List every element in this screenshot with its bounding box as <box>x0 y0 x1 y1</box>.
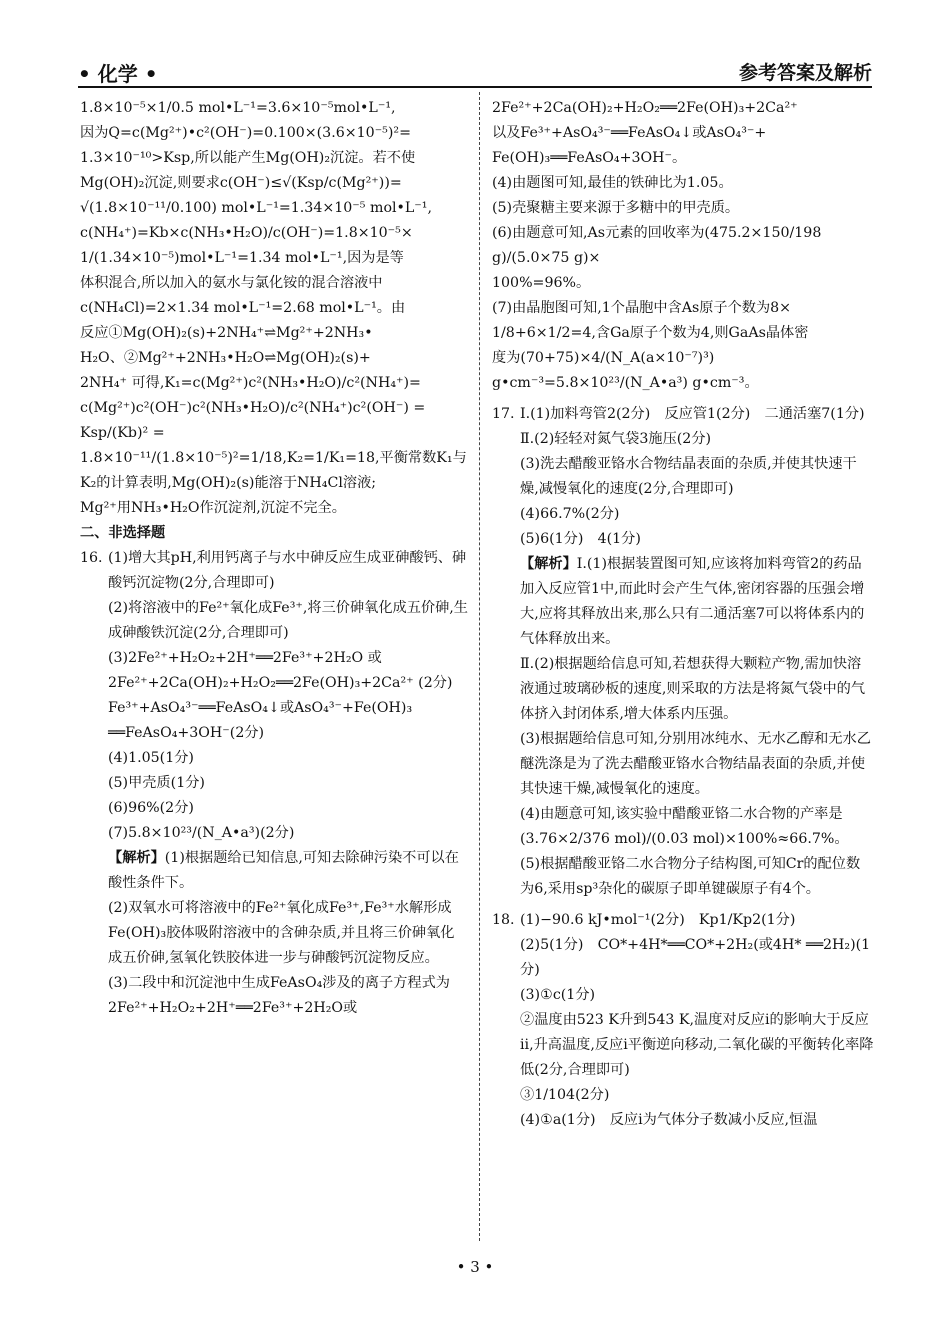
text-line: 1.8×10⁻⁵×1/0.5 mol•L⁻¹=3.6×10⁻⁵mol•L⁻¹, <box>80 100 396 116</box>
text-line: Mg(OH)₂沉淀,则要求c(OH⁻)≤√(Ksp/c(Mg²⁺))= <box>80 175 402 191</box>
answer-line: (2)5(1分) CO*+4H*══CO*+2H₂(或4H* ══2H₂)(1分) <box>520 937 871 978</box>
column-divider <box>479 92 480 1241</box>
answer-line: (3)洗去醋酸亚铬水合物结晶表面的杂质,并使其快速干燥,减慢氧化的速度(2分,合理即可) <box>520 456 857 497</box>
text-line: (6)由题意可知,As元素的回收率为(475.2×150/198 g)/(5.0×75 g)× <box>492 225 822 266</box>
question-18 <box>492 908 874 1133</box>
text-line: 1/(1.34×10⁻⁵)mol•L⁻¹=1.34 mol•L⁻¹,因为是等 <box>80 250 404 266</box>
text-line: 1.8×10⁻¹¹/(1.8×10⁻⁵)²=1/18,K₂=1/K₁=18,平衡常数K₁与 <box>80 450 467 466</box>
question-number: 16. <box>80 550 103 566</box>
text-line: 因为Q=c(Mg²⁺)•c²(OH⁻)=0.100×(3.6×10⁻⁵)²= <box>80 125 411 141</box>
header-rule <box>78 86 872 88</box>
analysis-line: (2)双氧水可将溶液中的Fe²⁺氧化成Fe³⁺,Fe³⁺水解形成Fe(OH)₃胶体吸附溶液中的含砷杂质,并且将三价砷氧化成五价砷,氢氧化铁胶体进一步与砷酸钙沉淀物反应。 <box>108 900 455 966</box>
answer-line: (2)将溶液中的Fe²⁺氧化成Fe³⁺,将三价砷氧化成五价砷,生成砷酸铁沉淀(2分,合理即可) <box>108 600 468 641</box>
answer-line: (4)1.05(1分) <box>108 750 194 766</box>
analysis-line: (1)根据题给已知信息,可知去除砷污染不可以在酸性条件下。 <box>108 850 459 891</box>
text-line: 2NH₄⁺ 可得,K₁=c(Mg²⁺)c²(NH₃•H₂O)/c²(NH₄⁺)= <box>80 375 421 391</box>
answer-line: (3)①c(1分) <box>520 987 596 1003</box>
answer-line: (3)2Fe²⁺+H₂O₂+2H⁺══2Fe³⁺+2H₂O 或 2Fe²⁺+2Ca(OH)₂+H₂O₂══2Fe(OH)₃+2Ca²⁺ (2分) <box>108 650 453 691</box>
answer-line: ③1/104(2分) <box>520 1087 610 1103</box>
analysis-line: Ⅱ.(2)根据题给信息可知,若想获得大颗粒产物,需加快溶液通过玻璃砂板的速度,则采取的方法是将氮气袋中的气体挤入封闭体系,增大体系内压强。 <box>520 656 866 722</box>
right-column <box>492 96 874 1133</box>
text-line: Mg²⁺用NH₃•H₂O作沉淀剂,沉淀不完全。 <box>80 500 346 516</box>
question-17 <box>492 402 874 902</box>
text-line: 100%=96%。 <box>492 275 591 291</box>
text-line: (5)壳聚糖主要来源于多糖中的甲壳质。 <box>492 200 740 216</box>
analysis-line: (5)根据醋酸亚铬二水合物分子结构图,可知Cr的配位数为6,采用sp³杂化的碳原子即单键碳原子有4个。 <box>520 856 861 897</box>
analysis-line: Ⅰ.(1)根据装置图可知,应该将加料弯管2的药品加入反应管1中,而此时会产生气体,密闭容器的压强会增大,应将其释放出来,那么只有二通活塞7可以将体系内的气体释放出来。 <box>520 556 865 647</box>
analysis-line: (3)根据题给信息可知,分别用冰纯水、无水乙醇和无水乙醚洗涤是为了洗去醋酸亚铬水合物结晶表面的杂质,并使其快速干燥,减慢氧化的速度。 <box>520 731 871 797</box>
page-header <box>78 58 872 86</box>
text-line: √(1.8×10⁻¹¹/0.100) mol•L⁻¹=1.34×10⁻⁵ mol•L⁻¹, <box>80 200 432 216</box>
text-line: 反应①Mg(OH)₂(s)+2NH₄⁺⇌Mg²⁺+2NH₃• <box>80 325 373 341</box>
answer-line: Ⅱ.(2)轻轻对氮气袋3施压(2分) <box>520 431 712 447</box>
question-number: 17. <box>492 406 515 422</box>
text-line: 度为(70+75)×4/(N_A(a×10⁻⁷)³) g•cm⁻³=5.8×10²³/(N_A•a³) g•cm⁻³。 <box>492 350 759 391</box>
analysis-line: (4)由题意可知,该实验中醋酸亚铬二水合物的产率是(3.76×2/376 mol)/(0.03 mol)×100%≈66.7%。 <box>520 806 849 847</box>
analysis-label: 【解析】 <box>520 556 577 572</box>
answer-line: (4)66.7%(2分) <box>520 506 620 522</box>
answer-line: ②温度由523 K升到543 K,温度对反应ⅰ的影响大于反应ⅱ,升高温度,反应ⅰ平衡逆向移动,二氧化碳的平衡转化率降低(2分,合理即可) <box>520 1012 874 1078</box>
answer-line: (6)96%(2分) <box>108 800 194 816</box>
text-line: 2Fe²⁺+2Ca(OH)₂+H₂O₂══2Fe(OH)₃+2Ca²⁺ <box>492 100 798 116</box>
answer-line: (5)6(1分) 4(1分) <box>520 531 641 547</box>
answer-line: Ⅰ.(1)加料弯管2(2分) 反应管1(2分) 二通活塞7(1分) <box>520 406 865 422</box>
answer-line: (5)甲壳质(1分) <box>108 775 205 791</box>
text-line: (4)由题图可知,最佳的铁砷比为1.05。 <box>492 175 733 191</box>
answer-line: (7)5.8×10²³/(N_A•a³)(2分) <box>108 825 295 841</box>
text-line: H₂O、②Mg²⁺+2NH₃•H₂O⇌Mg(OH)₂(s)+ <box>80 350 371 366</box>
text-line: K₂的计算表明,Mg(OH)₂(s)能溶于NH₄Cl溶液; <box>80 475 377 491</box>
text-line: c(Mg²⁺)c²(OH⁻)c²(NH₃•H₂O)/c²(NH₄⁺)c²(OH⁻) = Ksp/(Kb)² = <box>80 400 426 441</box>
text-line: 1.3×10⁻¹⁰>Ksp,所以能产生Mg(OH)₂沉淀。若不使 <box>80 150 416 166</box>
analysis-line: (3)二段中和沉淀池中生成FeAsO₄涉及的离子方程式为2Fe²⁺+H₂O₂+2H⁺══2Fe³⁺+2H₂O或 <box>108 975 450 1016</box>
text-line: c(NH₄Cl)=2×1.34 mol•L⁻¹=2.68 mol•L⁻¹。由 <box>80 300 406 316</box>
left-column <box>80 96 468 1021</box>
text-line: c(NH₄⁺)=Kb×c(NH₃•H₂O)/c(OH⁻)=1.8×10⁻⁵× <box>80 225 413 241</box>
text-line: 1/8+6×1/2=4,含Ga原子个数为4,则GaAs晶体密 <box>492 325 809 341</box>
analysis-label: 【解析】 <box>108 850 165 866</box>
answer-line: (1)−90.6 kJ•mol⁻¹(2分) Kp1/Kp2(1分) <box>520 912 796 928</box>
question-number: 18. <box>492 912 515 928</box>
text-line: Fe(OH)₃══FeAsO₄+3OH⁻。 <box>492 150 687 166</box>
section-title: 二、非选择题 <box>80 525 166 541</box>
answer-line: (1)增大其pH,利用钙离子与水中砷反应生成亚砷酸钙、砷酸钙沉淀物(2分,合理即可) <box>108 550 467 591</box>
header-title: 参考答案及解析 <box>738 62 872 84</box>
page-number: • 3 • <box>456 1258 494 1276</box>
question-16 <box>80 546 468 1021</box>
text-line: 体积混合,所以加入的氨水与氯化铵的混合溶液中 <box>80 275 383 291</box>
answer-line: Fe³⁺+AsO₄³⁻══FeAsO₄↓或AsO₄³⁻+Fe(OH)₃ ══FeAsO₄+3OH⁻(2分) <box>108 700 413 741</box>
text-line: (7)由晶胞图可知,1个晶胞中含As原子个数为8× <box>492 300 792 316</box>
subject-label: • 化学 • <box>78 62 158 86</box>
answer-line: (4)①a(1分) 反应ⅰ为气体分子数减小反应,恒温 <box>520 1112 818 1128</box>
text-line: 以及Fe³⁺+AsO₄³⁻══FeAsO₄↓或AsO₄³⁻+ <box>492 125 767 141</box>
